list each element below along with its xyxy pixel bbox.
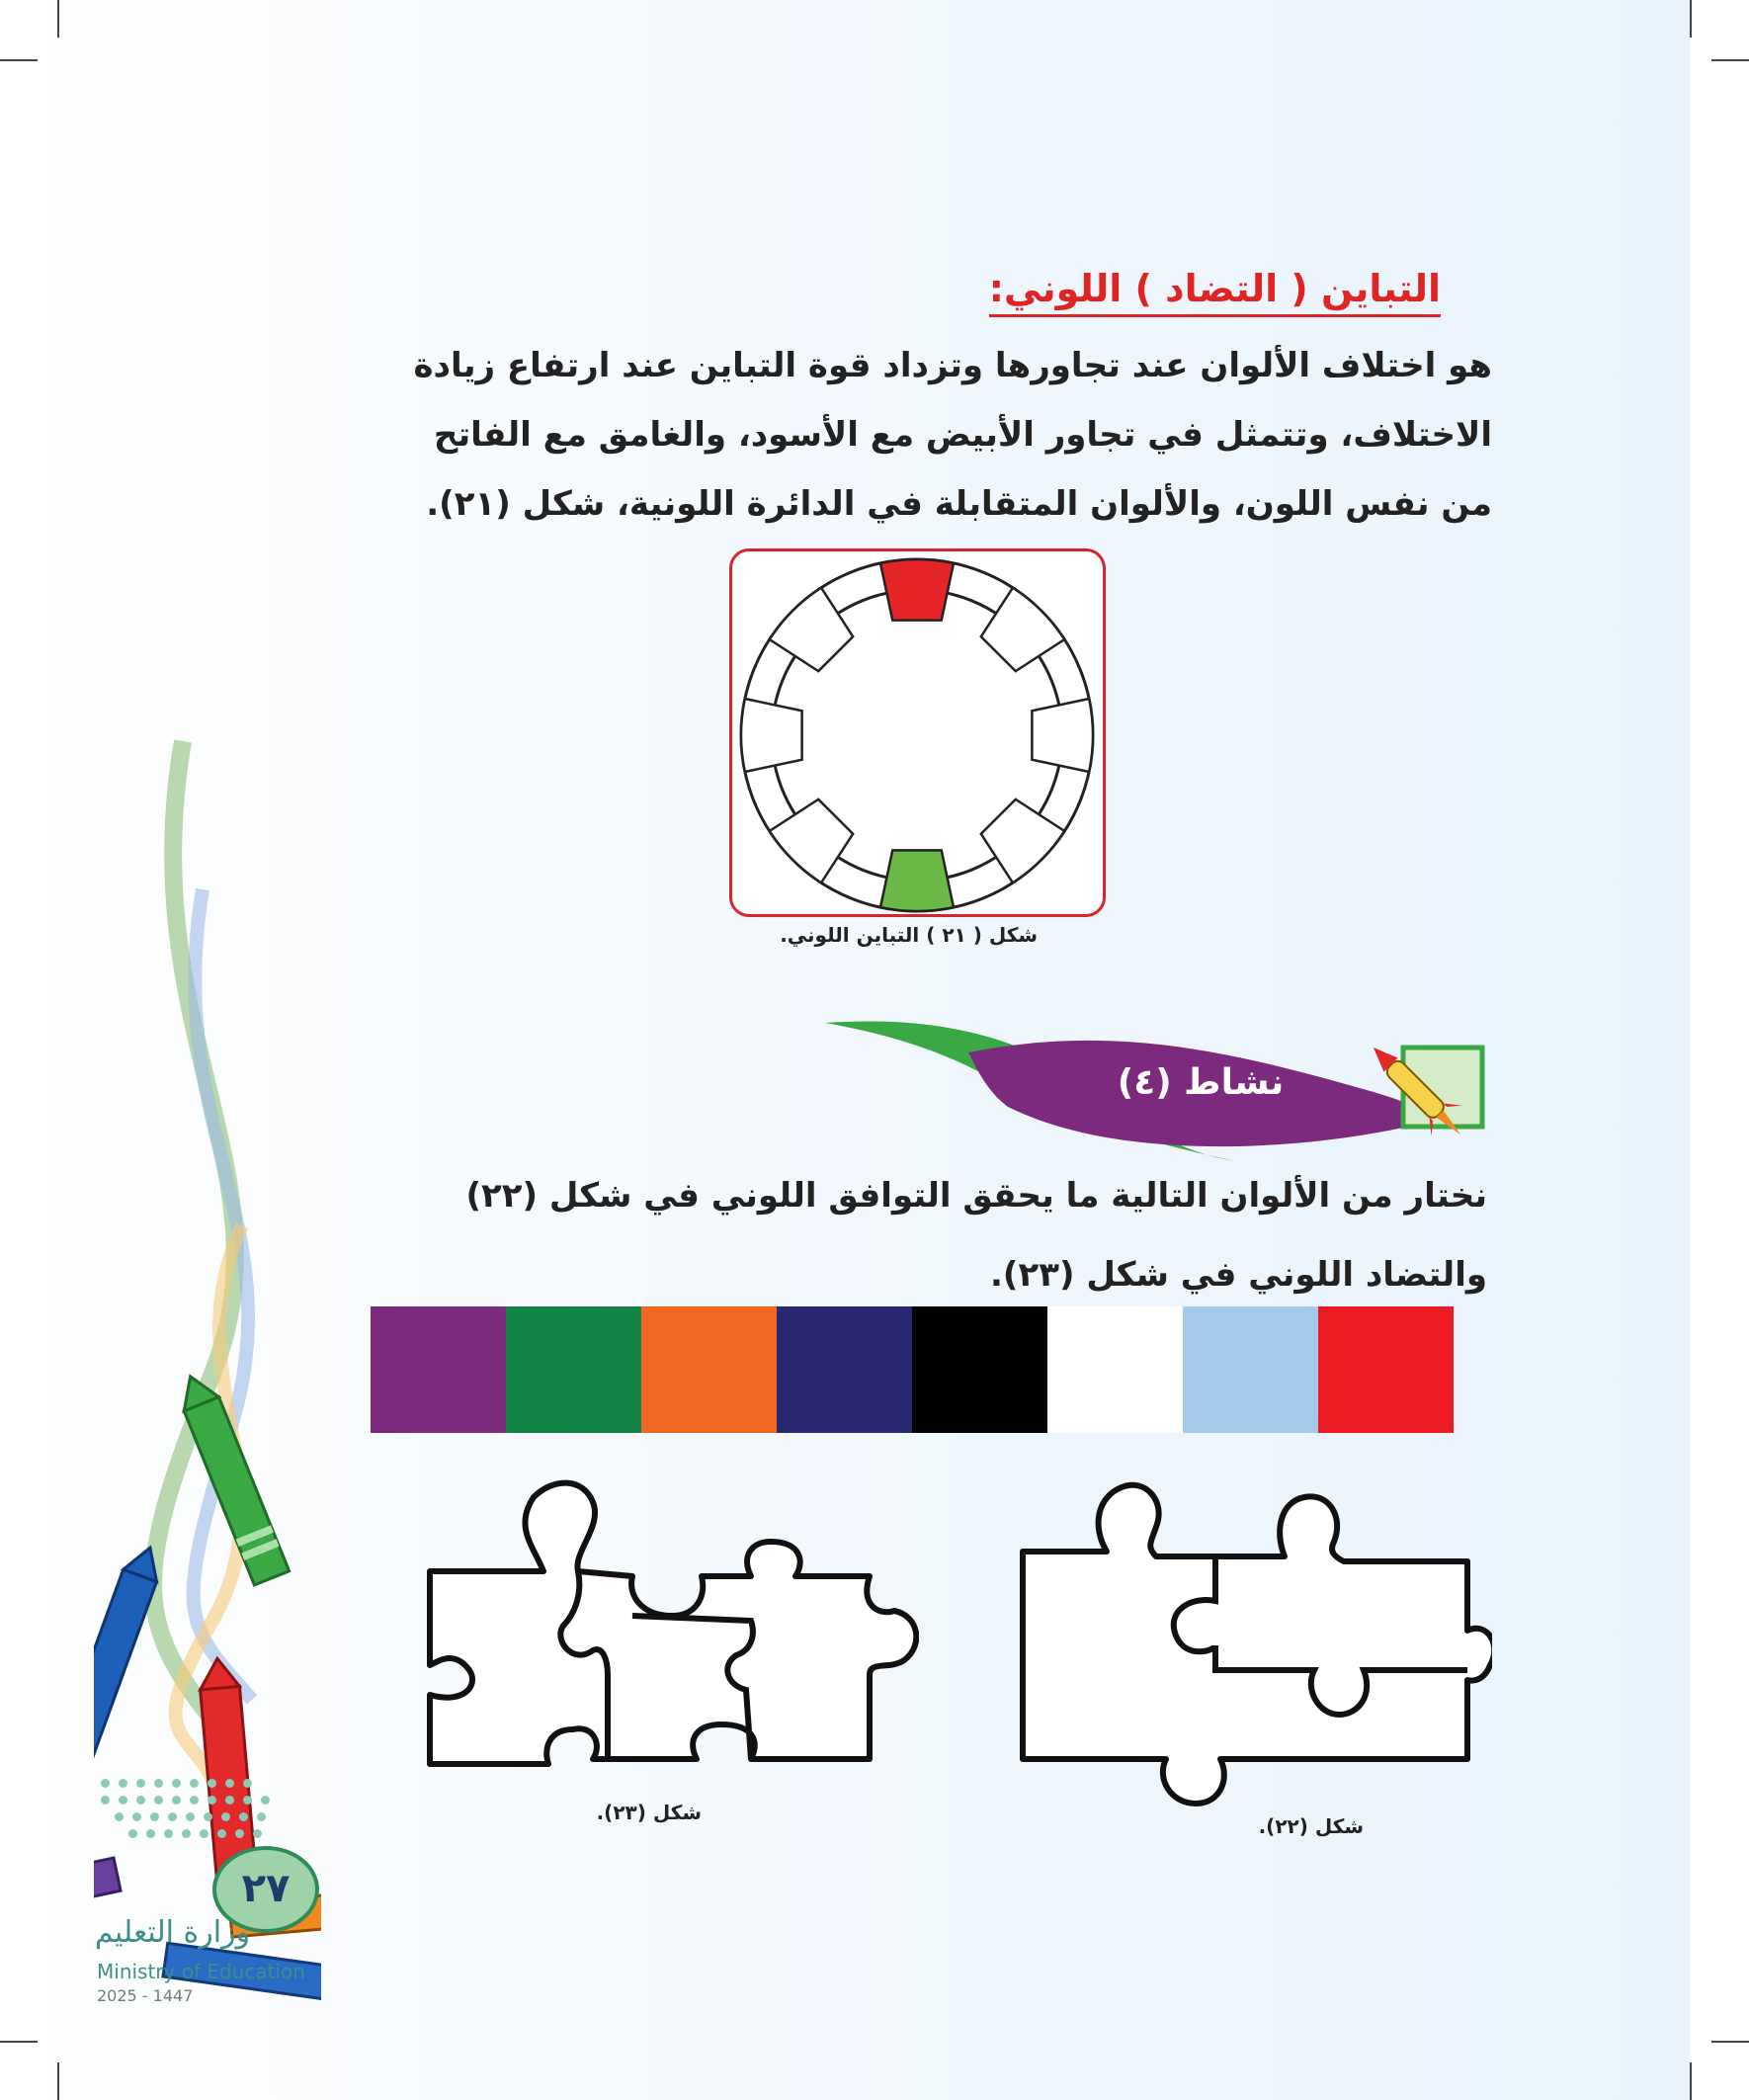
crop-mark bbox=[1690, 0, 1692, 38]
wheel-cell bbox=[770, 799, 853, 882]
logo-dot bbox=[172, 1796, 181, 1805]
logo-dot bbox=[136, 1796, 145, 1805]
crop-mark bbox=[1690, 2062, 1692, 2100]
logo-dot bbox=[253, 1829, 262, 1838]
color-swatch bbox=[777, 1306, 912, 1433]
color-swatch bbox=[506, 1306, 641, 1433]
ministry-name-english: Ministry of Education bbox=[97, 1960, 305, 1983]
logo-dot bbox=[101, 1779, 110, 1788]
logo-dot bbox=[186, 1812, 195, 1821]
page-number: ٢٧ bbox=[212, 1846, 319, 1933]
wheel-cell bbox=[981, 588, 1064, 671]
logo-dot bbox=[136, 1779, 145, 1788]
logo-dot bbox=[204, 1812, 212, 1821]
logo-dot bbox=[217, 1829, 226, 1838]
crop-mark bbox=[1711, 2041, 1749, 2043]
logo-dot bbox=[146, 1829, 155, 1838]
section-title bbox=[889, 267, 1441, 326]
logo-dot bbox=[239, 1812, 248, 1821]
wheel-cell bbox=[880, 850, 954, 911]
logo-dot bbox=[164, 1829, 173, 1838]
logo-dot bbox=[182, 1829, 191, 1838]
logo-dot bbox=[128, 1829, 137, 1838]
logo-dot bbox=[235, 1829, 244, 1838]
logo-dot bbox=[190, 1796, 199, 1805]
color-swatch bbox=[1047, 1306, 1183, 1433]
color-swatches bbox=[371, 1306, 1454, 1433]
ministry-name-arabic: وزارة التعليم bbox=[95, 1915, 251, 1950]
logo-dot bbox=[243, 1796, 252, 1805]
logo-dot bbox=[132, 1812, 141, 1821]
crayons-illustration bbox=[94, 731, 321, 2016]
logo-dot bbox=[154, 1796, 163, 1805]
puzzle-23-outline bbox=[430, 1483, 916, 1764]
logo-dot bbox=[168, 1812, 177, 1821]
activity-instructions: نختار من الألوان التالية ما يحقق التوافق اللوني في شكل (٢٢) والتضاد اللوني في شكل (٢٣). bbox=[465, 1176, 1487, 1295]
color-swatch bbox=[371, 1306, 506, 1433]
logo-dot bbox=[172, 1779, 181, 1788]
logo-dot bbox=[225, 1796, 234, 1805]
wheel-cell bbox=[981, 799, 1064, 882]
section-title-text: التباين ( التضاد ) اللوني: bbox=[989, 267, 1441, 317]
puzzle-22-outline bbox=[1023, 1485, 1492, 1804]
figure21-caption: شكل ( ٢١ ) التباين اللوني. bbox=[780, 923, 1038, 947]
activity-label: نشاط (٤) bbox=[1117, 1062, 1285, 1103]
logo-dot bbox=[200, 1829, 208, 1838]
logo-dot bbox=[257, 1812, 266, 1821]
wheel-cells bbox=[741, 559, 1093, 911]
color-wheel-frame bbox=[729, 548, 1106, 917]
wheel-cell bbox=[741, 699, 802, 772]
figure22-caption: شكل (٢٢). bbox=[1258, 1814, 1364, 1838]
figure23-caption: شكل (٢٣). bbox=[596, 1801, 702, 1824]
color-swatch bbox=[912, 1306, 1047, 1433]
color-swatch bbox=[1183, 1306, 1318, 1433]
logo-dot bbox=[243, 1779, 252, 1788]
logo-dot bbox=[150, 1812, 159, 1821]
crop-mark bbox=[57, 0, 59, 38]
logo-dot bbox=[261, 1796, 270, 1805]
crop-mark bbox=[0, 2041, 38, 2043]
wheel-cell bbox=[770, 588, 853, 671]
puzzle-figure-23 bbox=[425, 1477, 919, 1784]
section-body: هو اختلاف الألوان عند تجاورها وتزداد قوة التباين عند ارتفاع زيادة الاختلاف، وتتمثل في تجاور الأبيض مع الأسود، والغامق مع الفاتح من نفس اللون، والألوان المتقابلة في الدائرة اللونية، شكل (٢١). bbox=[413, 346, 1492, 524]
logo-dot bbox=[119, 1779, 127, 1788]
crop-mark bbox=[57, 2062, 59, 2100]
purple-crayon bbox=[94, 1858, 121, 1921]
logo-dot bbox=[119, 1796, 127, 1805]
crop-mark bbox=[1711, 59, 1749, 61]
wheel-cell bbox=[880, 559, 954, 621]
logo-dot bbox=[115, 1812, 124, 1821]
logo-dot bbox=[225, 1779, 234, 1788]
logo-dot bbox=[208, 1779, 216, 1788]
wheel-cell bbox=[1032, 699, 1093, 772]
logo-dot bbox=[101, 1796, 110, 1805]
page-edge bbox=[1690, 0, 1749, 2100]
logo-dot bbox=[190, 1779, 199, 1788]
logo-dot bbox=[221, 1812, 230, 1821]
crop-mark bbox=[0, 59, 38, 61]
puzzle-figure-22 bbox=[1018, 1472, 1492, 1813]
edition-year: 2025 - 1447 bbox=[97, 1986, 194, 2005]
blue-crayon bbox=[94, 1542, 167, 1758]
color-wheel-diagram bbox=[732, 551, 1103, 914]
color-swatch bbox=[641, 1306, 777, 1433]
logo-dot bbox=[154, 1779, 163, 1788]
logo-dot bbox=[208, 1796, 216, 1805]
color-swatch bbox=[1318, 1306, 1454, 1433]
